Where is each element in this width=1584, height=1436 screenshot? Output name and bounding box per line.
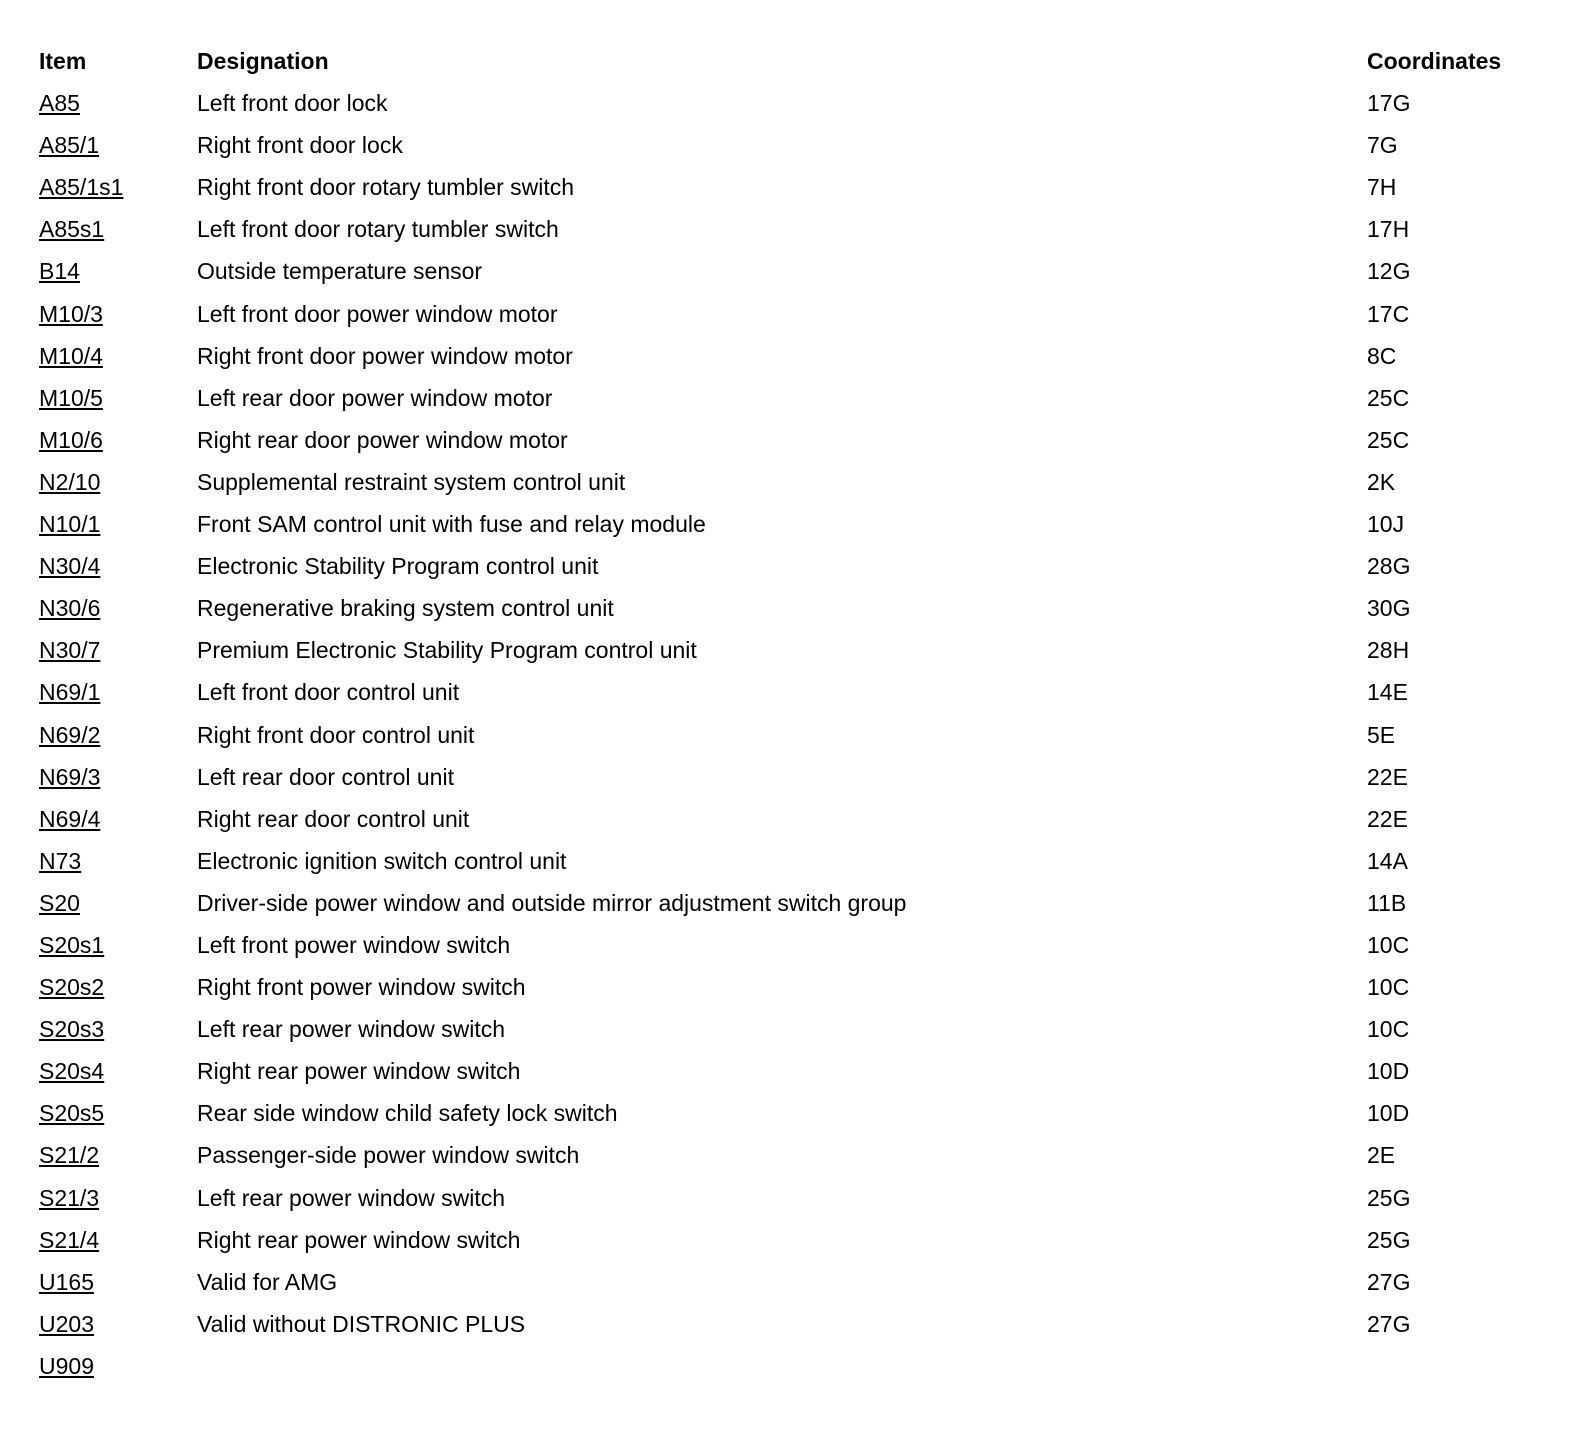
coordinates-cell: 7H (1367, 174, 1397, 201)
coordinates-cell: 25G (1367, 1226, 1411, 1253)
designation-cell: Supplemental restraint system control unit (197, 468, 626, 495)
coordinates-cell: 17H (1367, 216, 1410, 243)
table-row (39, 250, 1539, 292)
coordinates-cell: 28H (1367, 637, 1410, 664)
designation-cell: Right front door lock (197, 132, 403, 159)
table-header (39, 40, 1539, 82)
item-link[interactable]: N69/1 (39, 679, 101, 706)
designation-cell: Front SAM control unit with fuse and relay module (197, 511, 706, 538)
item-link[interactable]: N30/7 (39, 637, 101, 664)
table-row (39, 1303, 1539, 1345)
item-link[interactable]: S21/2 (39, 1142, 100, 1169)
table-row (39, 840, 1539, 882)
item-link[interactable]: S20s1 (39, 931, 105, 958)
table-row (39, 1134, 1539, 1176)
header-designation: Designation (197, 48, 329, 74)
designation-cell: Right front door control unit (197, 721, 475, 748)
item-link[interactable]: S20s5 (39, 1100, 105, 1127)
coordinates-cell: 17G (1367, 90, 1411, 117)
item-link[interactable]: S20s3 (39, 1016, 105, 1043)
designation-cell: Regenerative braking system control unit (197, 595, 614, 622)
coordinates-cell: 10C (1367, 974, 1410, 1001)
header-coordinates: Coordinates (1367, 48, 1502, 74)
table-row (39, 629, 1539, 671)
designation-cell: Right rear door power window motor (197, 426, 568, 453)
designation-cell: Valid without DISTRONIC PLUS (197, 1310, 526, 1337)
table-row (39, 924, 1539, 966)
table-row (39, 587, 1539, 629)
table-row (39, 461, 1539, 503)
coordinates-cell: 22E (1367, 763, 1408, 790)
coordinates-cell: 27G (1367, 1268, 1411, 1295)
item-link[interactable]: U165 (39, 1268, 94, 1295)
item-link[interactable]: M10/6 (39, 426, 103, 453)
coordinates-cell: 25C (1367, 384, 1410, 411)
table-row (39, 503, 1539, 545)
designation-cell: Outside temperature sensor (197, 258, 483, 285)
table-row (39, 1177, 1539, 1219)
header-item: Item (39, 48, 87, 74)
table-row (39, 82, 1539, 124)
item-link[interactable]: N30/6 (39, 595, 101, 622)
coordinates-cell: 14A (1367, 847, 1408, 874)
table-row (39, 545, 1539, 587)
table-row (39, 1050, 1539, 1092)
table-row (39, 966, 1539, 1008)
coordinates-cell: 27G (1367, 1310, 1411, 1337)
item-link[interactable]: N2/10 (39, 468, 101, 495)
table-row (39, 1261, 1539, 1303)
table-row (39, 714, 1539, 756)
designation-cell: Left rear door control unit (197, 763, 454, 790)
coordinates-cell: 30G (1367, 595, 1411, 622)
item-link[interactable]: A85 (39, 90, 80, 117)
coordinates-cell: 10D (1367, 1100, 1410, 1127)
table-row (39, 124, 1539, 166)
table-row (39, 166, 1539, 208)
table-row (39, 293, 1539, 335)
designation-cell: Right rear power window switch (197, 1058, 521, 1085)
item-link[interactable]: U203 (39, 1310, 94, 1337)
item-link[interactable]: M10/3 (39, 300, 103, 327)
coordinates-cell: 25C (1367, 426, 1410, 453)
coordinates-cell: 2K (1367, 468, 1396, 495)
designation-cell: Left rear power window switch (197, 1016, 506, 1043)
designation-cell: Passenger-side power window switch (197, 1142, 580, 1169)
table-row (39, 1008, 1539, 1050)
designation-cell: Valid for AMG (197, 1268, 338, 1295)
designation-cell: Right rear door control unit (197, 805, 470, 832)
table-row (39, 335, 1539, 377)
item-link[interactable]: N30/4 (39, 553, 101, 580)
table-body (39, 82, 1539, 1387)
item-link[interactable]: S21/3 (39, 1184, 100, 1211)
component-legend-table (39, 40, 1539, 1387)
designation-cell: Premium Electronic Stability Program control unit (197, 637, 697, 664)
coordinates-cell: 7G (1367, 132, 1398, 159)
item-link[interactable]: S20s2 (39, 974, 105, 1001)
coordinates-cell: 2E (1367, 1142, 1396, 1169)
table-row (39, 882, 1539, 924)
designation-cell: Left rear door power window motor (197, 384, 553, 411)
coordinates-cell: 28G (1367, 553, 1411, 580)
table-row (39, 1345, 1539, 1387)
designation-cell: Left rear power window switch (197, 1184, 506, 1211)
table-row (39, 1219, 1539, 1261)
table-row (39, 208, 1539, 250)
item-link[interactable]: N69/4 (39, 805, 101, 832)
coordinates-cell: 11B (1367, 889, 1407, 916)
designation-cell: Rear side window child safety lock switch (197, 1100, 618, 1127)
coordinates-cell: 10J (1367, 511, 1405, 538)
item-link[interactable]: S21/4 (39, 1226, 100, 1253)
coordinates-cell: 5E (1367, 721, 1396, 748)
designation-cell: Electronic Stability Program control unit (197, 553, 599, 580)
item-link[interactable]: N73 (39, 847, 82, 874)
coordinates-cell: 10C (1367, 931, 1410, 958)
coordinates-cell: 14E (1367, 679, 1408, 706)
table-row (39, 1092, 1539, 1134)
coordinates-cell: 8C (1367, 342, 1397, 369)
coordinates-cell: 10C (1367, 1016, 1410, 1043)
table-row (39, 377, 1539, 419)
table-row (39, 419, 1539, 461)
item-link[interactable]: S20s4 (39, 1058, 105, 1085)
item-link[interactable]: M10/4 (39, 342, 103, 369)
item-link[interactable]: N10/1 (39, 511, 101, 538)
item-link[interactable]: U909 (39, 1352, 94, 1379)
item-link[interactable]: B14 (39, 258, 80, 285)
coordinates-cell: 25G (1367, 1184, 1411, 1211)
item-link[interactable]: A85/1s1 (39, 174, 124, 201)
designation-cell: Right front door rotary tumbler switch (197, 174, 575, 201)
designation-cell: Left front door power window motor (197, 300, 558, 327)
designation-cell: Left front power window switch (197, 931, 511, 958)
designation-cell: Right rear power window switch (197, 1226, 521, 1253)
designation-cell: Driver-side power window and outside mirror adjustment switch group (197, 889, 907, 916)
coordinates-cell: 12G (1367, 258, 1411, 285)
designation-cell: Right front power window switch (197, 974, 526, 1001)
item-link[interactable]: A85s1 (39, 216, 105, 243)
table-row (39, 671, 1539, 713)
item-link[interactable]: N69/3 (39, 763, 101, 790)
designation-cell: Left front door rotary tumbler switch (197, 216, 559, 243)
item-link[interactable]: S20 (39, 889, 80, 916)
designation-cell: Electronic ignition switch control unit (197, 847, 567, 874)
designation-cell: Right front door power window motor (197, 342, 573, 369)
item-link[interactable]: M10/5 (39, 384, 103, 411)
table-row (39, 798, 1539, 840)
coordinates-cell: 10D (1367, 1058, 1410, 1085)
coordinates-cell: 22E (1367, 805, 1408, 832)
item-link[interactable]: A85/1 (39, 132, 100, 159)
table-row (39, 756, 1539, 798)
item-link[interactable]: N69/2 (39, 721, 101, 748)
designation-cell: Left front door lock (197, 90, 388, 117)
coordinates-cell: 17C (1367, 300, 1410, 327)
designation-cell: Left front door control unit (197, 679, 460, 706)
